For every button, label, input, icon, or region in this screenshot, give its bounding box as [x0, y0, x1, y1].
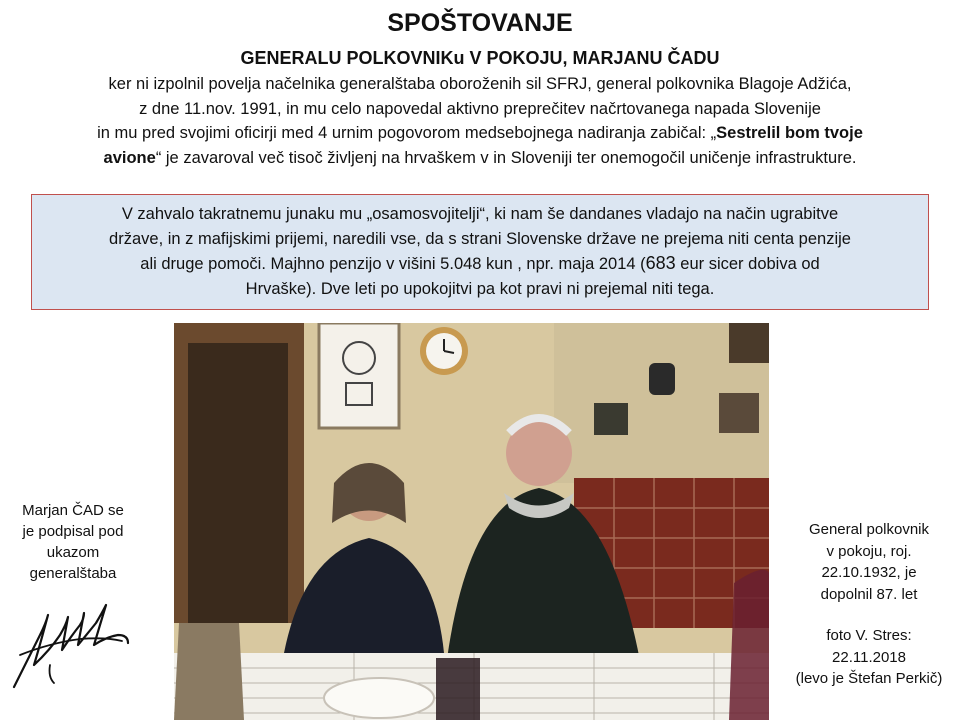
right-caption-line-4: dopolnil 87. let: [820, 585, 918, 603]
quote-bold-part-1: Sestrelil bom tvoje: [716, 124, 863, 142]
notice-box: [31, 194, 929, 310]
intro-line-3: [0, 121, 960, 146]
left-caption-line-1: Marjan ČAD se: [22, 502, 124, 519]
photo-credit-line-2: 22.11.2018: [832, 648, 906, 666]
notice-line-4: Hrvaške). Dve leti po upokojitvi pa kot pravi ni prejemal niti tega.: [245, 279, 715, 298]
intro-line-3-text: in mu pred svojimi oficirji med 4 urnim pogovorom medsebojnega nadiranja zabičal: „: [97, 124, 717, 142]
intro-line-4-text: “ je zavaroval več tisoč življenj na hrvaškem v in Sloveniji ter onemogočil uničenje infrastrukture.: [155, 148, 857, 167]
intro-line-1: ker ni izpolnil povelja načelnika generalštaba oboroženih sil SFRJ, general polkovnika Blagoje Adžića,: [108, 75, 852, 93]
photo-two-men-at-table: [174, 323, 769, 720]
page-title: SPOŠTOVANJE: [387, 9, 573, 37]
left-caption-line-4: generalštaba: [29, 565, 117, 582]
left-caption: [0, 500, 146, 584]
notice-amount: 683: [645, 253, 676, 273]
left-caption-line-3: ukazom: [46, 544, 100, 561]
notice-line-3-tail: eur sicer dobiva od: [675, 255, 820, 273]
intro-text: [0, 72, 960, 170]
notice-line-3-text: ali druge pomoči. Majhno penzijo v višini 5.048 kun , npr. maja 2014 (: [140, 255, 646, 273]
signature-image: [10, 595, 136, 691]
photo-credit-line-1: foto V. Stres:: [826, 627, 912, 644]
page-subtitle: GENERALU POLKOVNIKu V POKOJU, MARJANU ČADU: [240, 48, 720, 68]
notice-line-3: [32, 251, 928, 277]
photo-credit-line-3: (levo je Štefan Perkič): [795, 670, 943, 687]
right-caption-line-1: General polkovnik: [808, 521, 930, 538]
quote-bold-part-2: avione: [103, 148, 156, 167]
left-caption-line-2: je podpisal pod: [22, 523, 124, 540]
notice-line-1: V zahvalo takratnemu junaku mu „osamosvojitelji“, ki nam še dandanes vladajo na način ugrabitve: [121, 205, 839, 223]
caption-spacer: [778, 605, 960, 625]
right-caption-line-2: v pokoju, roj.: [826, 542, 912, 560]
intro-line-4: [0, 146, 960, 171]
notice-line-2: države, in z mafijskimi prijemi, naredili vse, da s strani Slovenske države ne prejema niti centa penzije: [109, 229, 851, 248]
right-caption: [778, 519, 960, 690]
right-caption-line-3: 22.10.1932, je: [821, 564, 917, 581]
intro-line-2: z dne 11.nov. 1991, in mu celo napovedal aktivno preprečitev načrtovanega napada Slovenije: [139, 99, 821, 118]
